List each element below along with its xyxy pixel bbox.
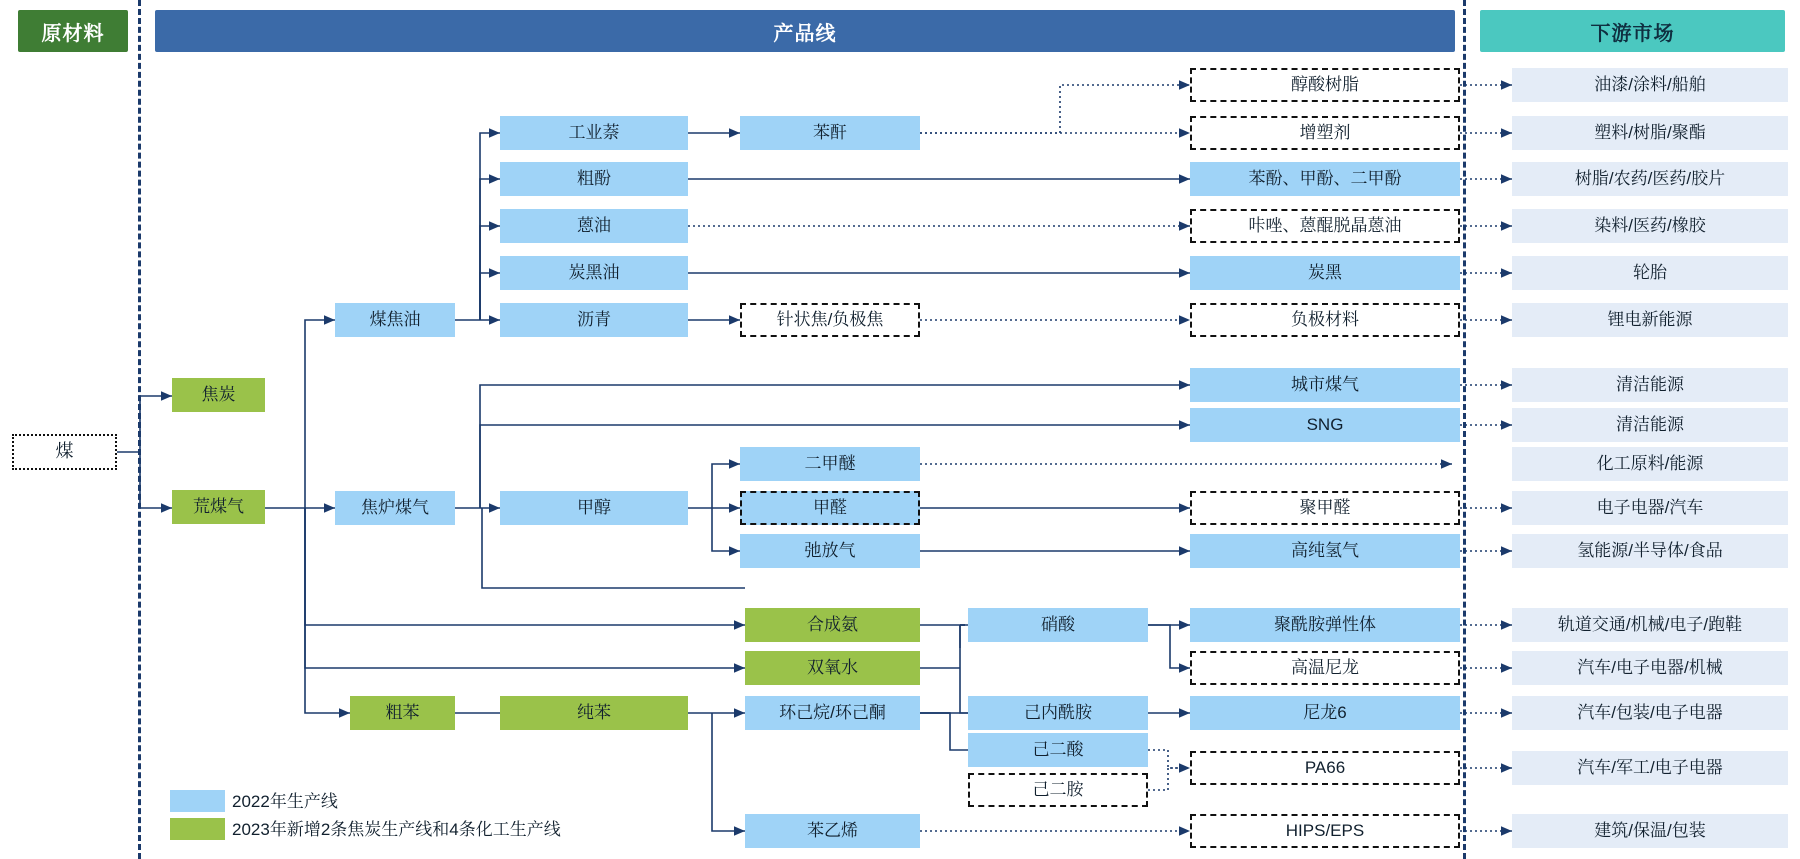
market-hydrogen-semiconductor-food: 氢能源/半导体/食品 [1512, 534, 1788, 568]
market-clean-energy-2: 清洁能源 [1512, 408, 1788, 442]
market-rail-machinery-electronics-shoes: 轨道交通/机械/电子/跑鞋 [1512, 608, 1788, 642]
node-anthracene-oil: 蒽油 [500, 209, 688, 243]
node-coke: 焦炭 [172, 378, 265, 412]
market-tire: 轮胎 [1512, 256, 1788, 290]
end-node-plasticizer: 增塑剂 [1190, 116, 1460, 150]
separator-right [1463, 0, 1466, 859]
node-crude-phenol: 粗酚 [500, 162, 688, 196]
node-industrial-naphthalene: 工业萘 [500, 116, 688, 150]
node-caprolactam: 己内酰胺 [968, 696, 1148, 730]
node-cyclohexane-cyclohexanone: 环己烷/环己酮 [745, 696, 920, 730]
market-chemical-raw-material-energy: 化工原料/能源 [1512, 447, 1788, 481]
node-pure-benzene: 纯苯 [500, 696, 688, 730]
market-automobile-military-electronics: 汽车/军工/电子电器 [1512, 751, 1788, 785]
end-node-nylon6: 尼龙6 [1190, 696, 1460, 730]
node-synthetic-ammonia: 合成氨 [745, 608, 920, 642]
end-node-polyoxymethylene: 聚甲醛 [1190, 491, 1460, 525]
market-lithium-battery-new-energy: 锂电新能源 [1512, 303, 1788, 337]
market-resin-pesticide-medicine-film: 树脂/农药/医药/胶片 [1512, 162, 1788, 196]
node-purge-gas: 弛放气 [740, 534, 920, 568]
header-downstream-market: 下游市场 [1480, 10, 1785, 52]
node-phthalic-anhydride: 苯酐 [740, 116, 920, 150]
node-coal-tar: 煤焦油 [335, 303, 455, 337]
end-node-sng: SNG [1190, 408, 1460, 442]
end-node-high-purity-hydrogen: 高纯氢气 [1190, 534, 1460, 568]
node-dimethyl-ether: 二甲醚 [740, 447, 920, 481]
end-node-alkyd-resin: 醇酸树脂 [1190, 68, 1460, 102]
legend-swatch-2023 [170, 818, 225, 840]
market-electronics-automobile: 电子电器/汽车 [1512, 491, 1788, 525]
node-hexanediamine: 己二胺 [968, 773, 1148, 807]
market-construction-insulation-packaging: 建筑/保温/包装 [1512, 814, 1788, 848]
legend-label-2022: 2022年生产线 [232, 792, 338, 811]
separator-left [138, 0, 141, 859]
market-plastic-resin-polyester: 塑料/树脂/聚酯 [1512, 116, 1788, 150]
market-automobile-packaging-electronics: 汽车/包装/电子电器 [1512, 696, 1788, 730]
node-coke-oven-gas: 焦炉煤气 [335, 491, 455, 525]
node-methanol: 甲醇 [500, 491, 688, 525]
end-node-hips-eps: HIPS/EPS [1190, 814, 1460, 848]
market-automobile-electronics-machinery: 汽车/电子电器/机械 [1512, 651, 1788, 685]
end-node-carbazole-anthraquinone: 咔唑、蒽醌脱晶蒽油 [1190, 209, 1460, 243]
end-node-city-gas: 城市煤气 [1190, 368, 1460, 402]
node-hydrogen-peroxide: 双氧水 [745, 651, 920, 685]
end-node-polyamide-elastomer: 聚酰胺弹性体 [1190, 608, 1460, 642]
node-adipic-acid: 己二酸 [968, 733, 1148, 767]
header-raw-materials: 原材料 [18, 10, 128, 52]
header-product-line: 产品线 [155, 10, 1455, 52]
end-node-carbon-black: 炭黑 [1190, 256, 1460, 290]
end-node-pa66: PA66 [1190, 751, 1460, 785]
node-pitch: 沥青 [500, 303, 688, 337]
node-formaldehyde: 甲醛 [740, 491, 920, 525]
market-clean-energy-1: 清洁能源 [1512, 368, 1788, 402]
node-styrene: 苯乙烯 [745, 814, 920, 848]
end-node-high-temp-nylon: 高温尼龙 [1190, 651, 1460, 685]
market-paint-coating-ship: 油漆/涂料/船舶 [1512, 68, 1788, 102]
node-nitric-acid: 硝酸 [968, 608, 1148, 642]
market-dye-medicine-rubber: 染料/医药/橡胶 [1512, 209, 1788, 243]
node-coal: 煤 [12, 434, 117, 470]
node-carbon-black-oil: 炭黑油 [500, 256, 688, 290]
end-node-phenol-cresol-xylenol: 苯酚、甲酚、二甲酚 [1190, 162, 1460, 196]
end-node-anode-material: 负极材料 [1190, 303, 1460, 337]
node-crude-benzene: 粗苯 [350, 696, 455, 730]
legend-label-2023: 2023年新增2条焦炭生产线和4条化工生产线 [232, 820, 561, 839]
legend-swatch-2022 [170, 790, 225, 812]
node-needle-coke: 针状焦/负极焦 [740, 303, 920, 337]
node-raw-gas: 荒煤气 [172, 490, 265, 524]
